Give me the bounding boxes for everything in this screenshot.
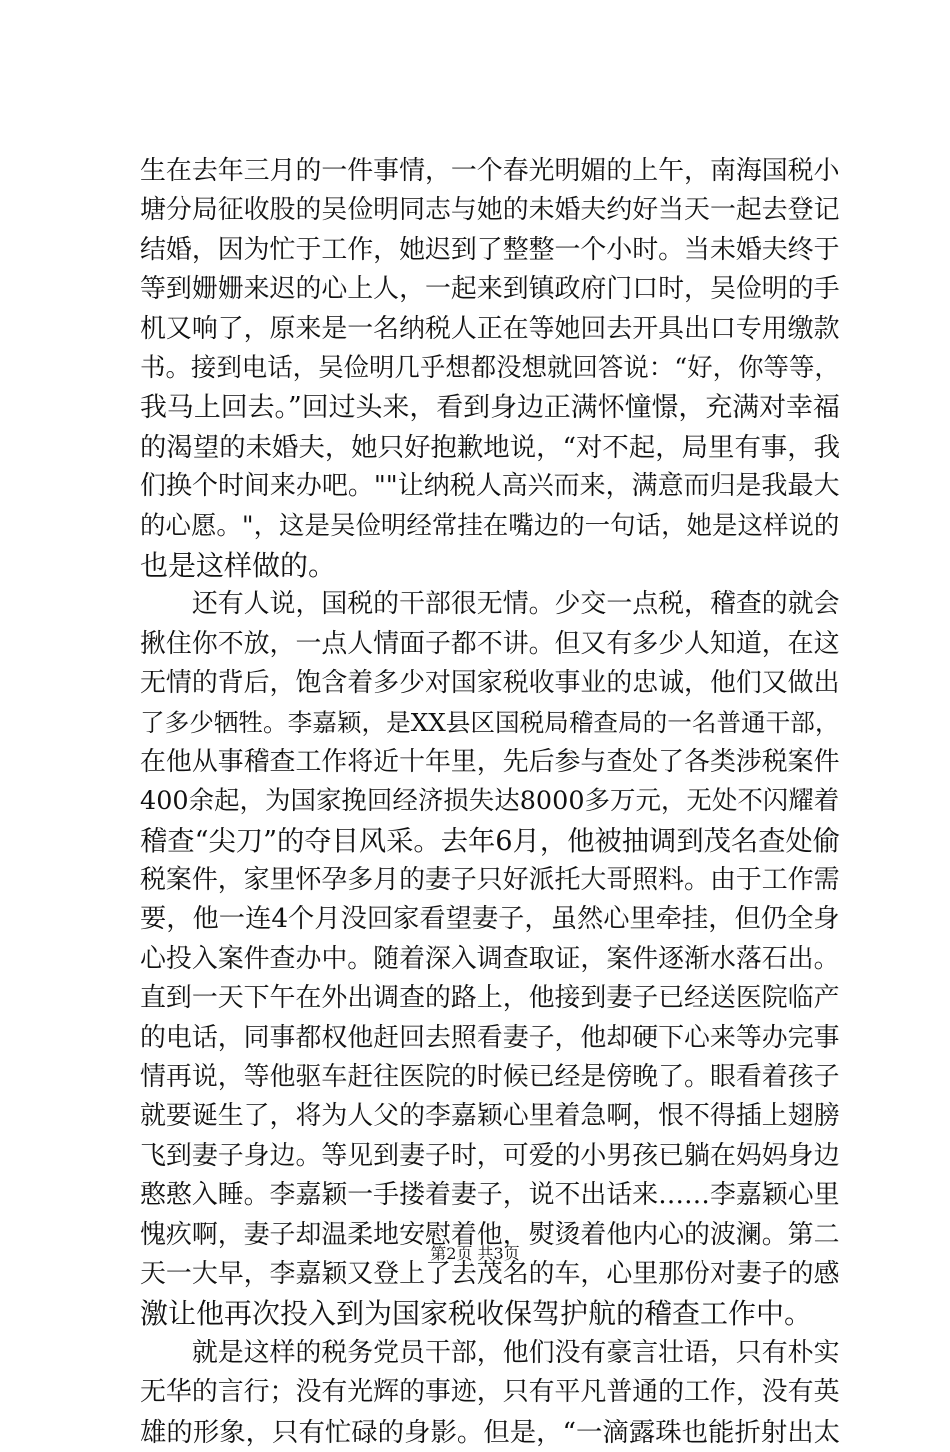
text-line: 400余起，为国家挽回经济损失达8000多万元，无处不闪耀着 <box>140 786 840 817</box>
text-line: 机又响了，原来是一名纳税人正在等她回去开具出口专用缴款 <box>140 313 840 344</box>
text-line: 稽查“尖刀”的夺目风采。去年6月，他被抽调到茂名查处偷 <box>140 825 841 857</box>
text-line: 也是这样做的。 <box>140 548 337 582</box>
text-line: 直到一天下午在外出调查的路上，他接到妻子已经送医院临产 <box>140 983 840 1014</box>
text-line: 心投入案件查办中。随着深入调查取证，案件逐渐水落石出。 <box>140 943 840 974</box>
text-line: 我马上回去。”回过头来，看到身边正满怀憧憬，充满对幸福 <box>140 392 840 424</box>
text-line: 塘分局征收股的吴俭明同志与她的未婚夫约好当天一起去登记 <box>140 195 840 226</box>
text-line: 结婚，因为忙于工作，她迟到了整整一个小时。当未婚夫终于 <box>140 234 840 265</box>
text-line: 天一大早，李嘉颖又登上了去茂名的车，心里那份对妻子的感 <box>140 1258 840 1289</box>
text-line: 揪住你不放，一点人情面子都不讲。但又有多少人知道，在这 <box>140 628 840 659</box>
text-line: 要，他一连4个月没回家看望妻子，虽然心里牵挂，但仍全身 <box>140 904 840 935</box>
text-line: 在他从事稽查工作将近十年里，先后参与查处了各类涉税案件 <box>140 746 840 777</box>
text-line: 无情的背后，饱含着多少对国家税收事业的忠诚，他们又做出 <box>140 668 840 699</box>
text-line: 生在去年三月的一件事情，一个春光明媚的上午，南海国税小 <box>140 156 840 186</box>
text-line: 还有人说，国税的干部很无情。少交一点税，稽查的就会 <box>140 589 840 620</box>
text-line: 等到姗姗来迟的心上人，一起来到镇政府门口时，吴俭明的手 <box>140 274 840 305</box>
text-line: 情再说，等他驱车赶往医院的时候已经是傍晚了。眼看着孩子 <box>140 1061 840 1092</box>
text-line: 的心愿。"，这是吴俭明经常挂在嘴边的一句话，她是这样说的 <box>140 510 840 541</box>
text-line: 就是这样的税务党员干部，他们没有豪言壮语，只有朴实 <box>140 1337 840 1368</box>
text-line: 就要诞生了，将为人父的李嘉颖心里着急啊，恨不得插上翅膀 <box>140 1101 840 1132</box>
text-line: 飞到妻子身边。等见到妻子时，可爱的小男孩已躺在妈妈身边 <box>140 1140 840 1171</box>
text-line: 憨憨入睡。李嘉颖一手搂着妻子，说不出话来……李嘉颖心里 <box>140 1180 840 1211</box>
text-line: 无华的言行；没有光辉的事迹，只有平凡普通的工作，没有英 <box>140 1377 840 1408</box>
text-line: 雄的形象，只有忙碌的身影。但是，“一滴露珠也能折射出太 <box>140 1416 841 1448</box>
page-footer: 第2页 共3页 <box>430 1244 520 1263</box>
text-line: 愧疚啊，妻子却温柔地安慰着他，熨烫着他内心的波澜。第二 <box>140 1219 840 1250</box>
text-line: 的渴望的未婚夫，她只好抱歉地说，“对不起，局里有事，我 <box>140 431 841 463</box>
text-line: 激让他再次投入到为国家税收保驾护航的稽查工作中。 <box>140 1297 813 1331</box>
text-line: 税案件，家里怀孕多月的妻子只好派托大哥照料。由于工作需 <box>140 865 840 896</box>
text-line: 的电话，同事都权他赶回去照看妻子，他却硬下心来等办完事 <box>140 1022 840 1053</box>
text-line: 书。接到电话，吴俭明几乎想都没想就回答说：“好，你等等， <box>140 352 840 383</box>
text-line: 了多少牺牲。李嘉颖，是XX县区国税局稽查局的一名普通干部， <box>140 708 840 738</box>
text-line: 们换个时间来办吧。""让纳税人高兴而来，满意而归是我最大 <box>140 471 840 502</box>
